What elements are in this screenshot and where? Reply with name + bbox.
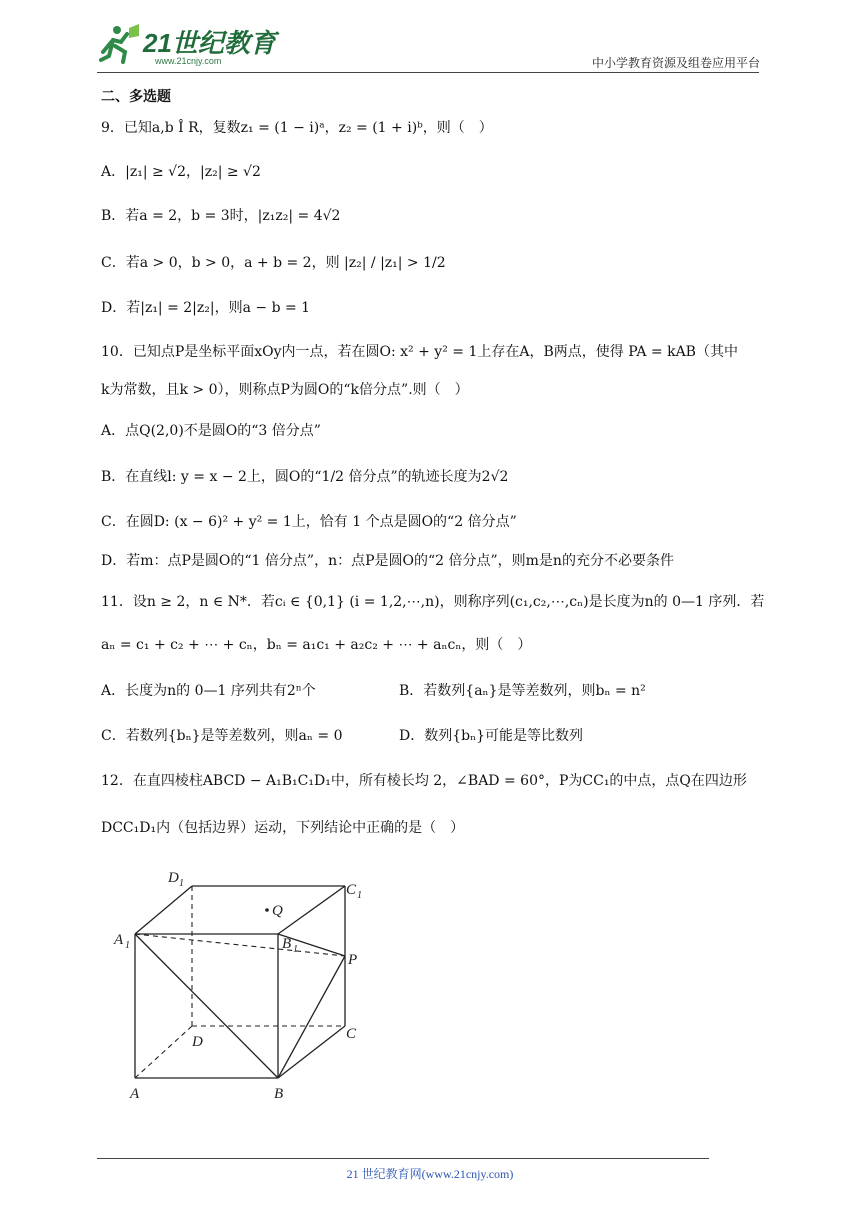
segment-a1-b xyxy=(135,934,278,1078)
q10-option-b: B．在直线l: y = x − 2上，圆O的“1/2 倍分点”的轨迹长度为2√2 xyxy=(101,469,509,485)
q12-stem-line2: DCC₁D₁内（包括边界）运动，下列结论中正确的是（ ） xyxy=(101,820,465,836)
q9-option-a: A．|z₁| ≥ √2，|z₂| ≥ √2 xyxy=(101,164,261,180)
hidden-edge-a-d xyxy=(135,1026,192,1078)
label-c: C xyxy=(346,1026,357,1042)
q10-option-c: C．在圆D: (x − 6)² + y² = 1上，恰有 1 个点是圆O的“2 倍分点” xyxy=(101,514,517,530)
section-title: 二、多选题 xyxy=(101,89,171,105)
point-q xyxy=(265,908,269,912)
label-a1: A xyxy=(114,932,124,948)
q10-stem-line2: k为常数，且k > 0），则称点P为圆O的“k倍分点”.则（ ） xyxy=(101,382,469,398)
label-d: D xyxy=(192,1034,203,1050)
q11-option-c: C．若数列{bₙ}是等差数列，则aₙ = 0 xyxy=(101,728,343,744)
site-logo xyxy=(95,22,276,70)
label-b: B xyxy=(274,1086,284,1102)
edge-b1-c1 xyxy=(278,886,345,934)
label-a: A xyxy=(130,1086,140,1102)
label-b1-sub: 1 xyxy=(293,944,298,955)
q10-stem-line1: 10．已知点P是坐标平面xOy内一点，若在圆O: x² + y² = 1上存在A，B两点，使得 PA = kAB（其中 xyxy=(101,344,738,360)
logo-url: www.21cnjy.com xyxy=(155,56,222,66)
label-b1: B xyxy=(282,936,292,952)
q12-stem-line1: 12．在直四棱柱ABCD − A₁B₁C₁D₁中，所有棱长均 2，∠BAD = 60°，P为CC₁的中点，点Q在四边形 xyxy=(101,773,747,789)
label-c1-sub: 1 xyxy=(357,890,362,901)
q10-option-a: A．点Q(2,0)不是圆O的“3 倍分点” xyxy=(101,423,321,439)
q9-stem: 9．已知a,b Î R，复数z₁ = (1 − i)ᵃ，z₂ = (1 + i)ᵇ，则（ ） xyxy=(101,120,493,136)
segment-b-p xyxy=(278,956,345,1078)
edge-a1-d1 xyxy=(135,886,192,934)
q10-option-d: D．若m：点P是圆O的“1 倍分点”，n：点P是圆O的“2 倍分点”，则m是n的充分不必要条件 xyxy=(101,553,674,569)
label-q: Q xyxy=(272,903,283,919)
q9-option-b: B．若a = 2，b = 3时，|z₁z₂| = 4√2 xyxy=(101,208,341,224)
label-a1-sub: 1 xyxy=(125,940,130,951)
header-platform-name: 中小学教育资源及组卷应用平台 xyxy=(591,56,760,70)
edge-b-c xyxy=(278,1026,345,1078)
footer-divider xyxy=(97,1158,709,1159)
q11-option-d: D．数列{bₙ}可能是等比数列 xyxy=(399,728,584,744)
label-d1-sub: 1 xyxy=(179,878,184,889)
header-divider xyxy=(97,72,759,73)
q11-stem-line1: 11．设n ≥ 2，n ∈ N*．若cᵢ ∈ {0,1} (i = 1,2,⋯,n)，则称序列(c₁,c₂,⋯,cₙ)是长度为n的 0—1 序列．若 xyxy=(101,594,765,610)
label-p: P xyxy=(348,952,358,968)
q11-stem-line2: aₙ = c₁ + c₂ + ⋯ + cₙ，bₙ = a₁c₁ + a₂c₂ + ⋯ + aₙcₙ，则（ ） xyxy=(101,637,532,653)
q9-option-c: C．若a > 0，b > 0，a + b = 2，则 |z₂| / |z₁| > 1/2 xyxy=(101,255,446,271)
q11-option-b: B．若数列{aₙ}是等差数列，则bₙ = n² xyxy=(399,683,646,699)
q11-option-a: A．长度为n的 0—1 序列共有2ⁿ个 xyxy=(101,683,316,699)
label-c1: C xyxy=(346,882,357,898)
runner-icon xyxy=(101,24,139,62)
label-d1: D xyxy=(168,870,179,886)
q9-option-d: D．若|z₁| = 2|z₂|，则a − b = 1 xyxy=(101,300,311,316)
logo-text: 21世纪教育 xyxy=(143,28,276,58)
footer-text: 21 世纪教育网(www.21cnjy.com) xyxy=(346,1167,514,1181)
prism-figure xyxy=(114,862,370,1102)
